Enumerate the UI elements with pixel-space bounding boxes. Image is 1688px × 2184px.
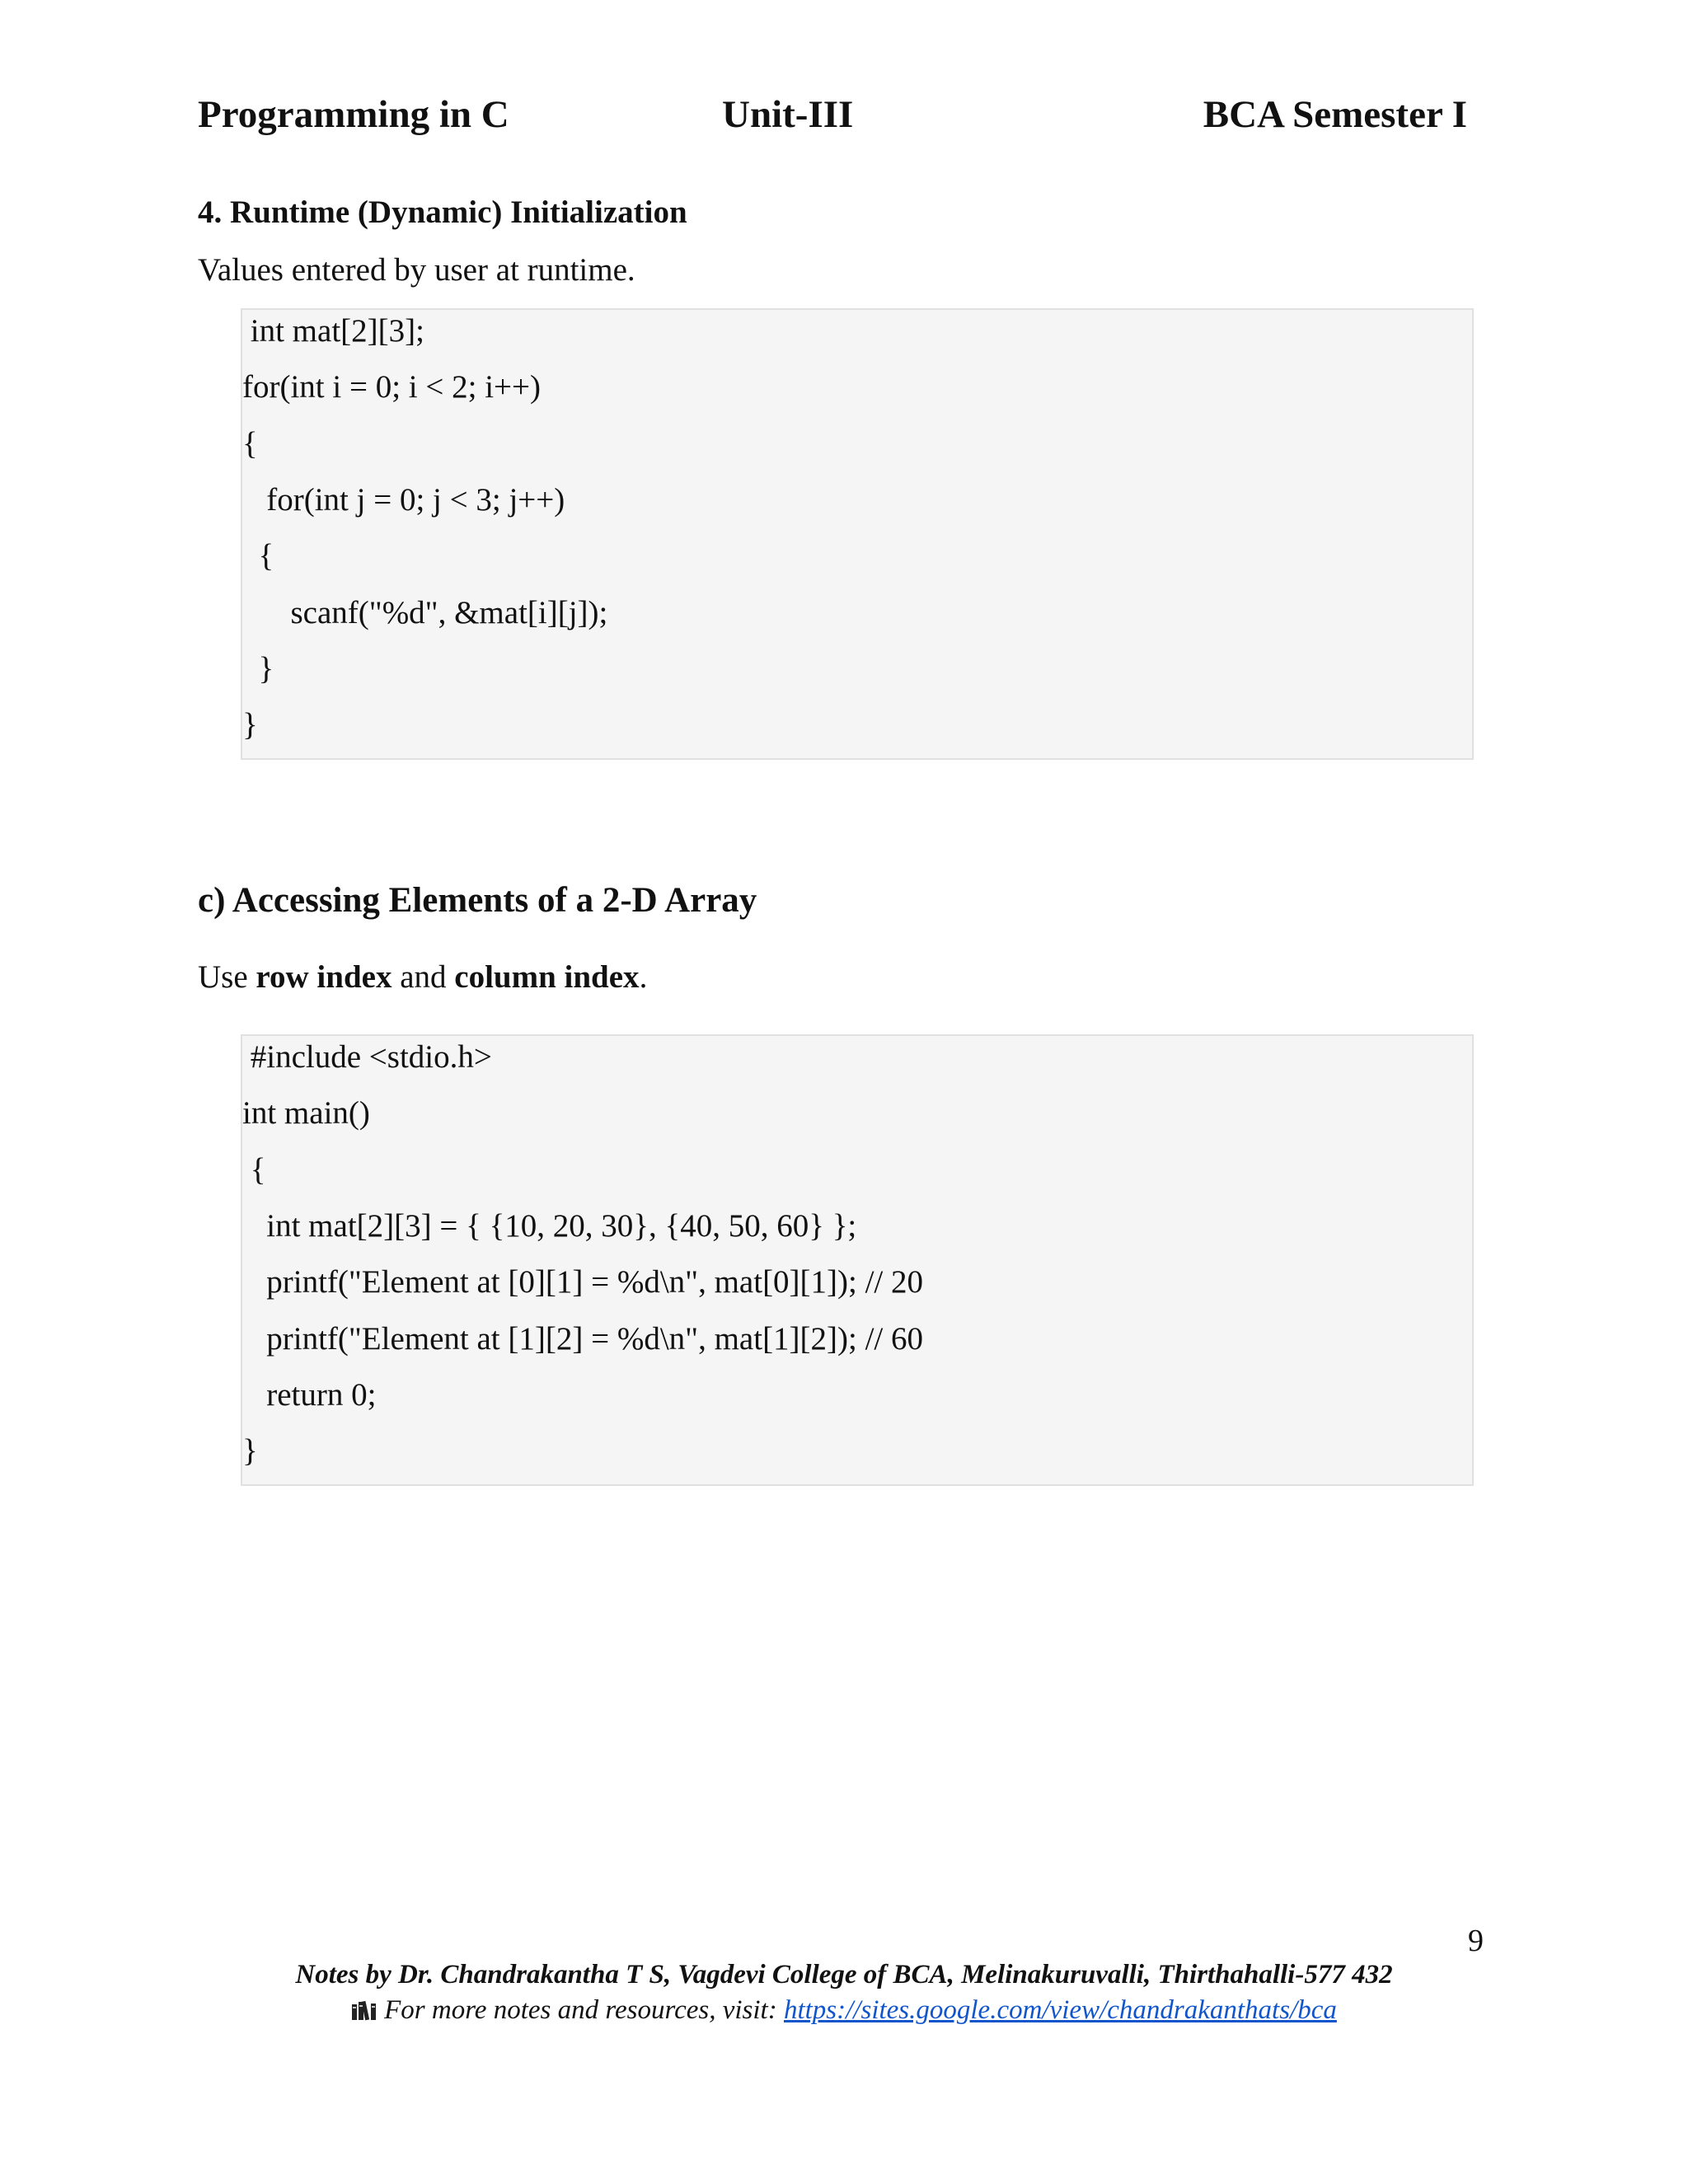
intro-text: . [639, 959, 648, 995]
intro-text: Use [198, 959, 256, 995]
page-header [198, 92, 1467, 150]
footer-resources [0, 1995, 1688, 2026]
code-line: { [242, 538, 274, 574]
intro-column-index: column index [454, 959, 640, 995]
code-line: } [242, 651, 274, 687]
page-number: 9 [1468, 1924, 1484, 1958]
accessing-intro [198, 958, 647, 996]
access-code-block [241, 1034, 1474, 1486]
header-semester: BCA Semester I [1203, 93, 1467, 136]
books-icon [351, 1999, 377, 2021]
header-course-title: Programming in C [198, 93, 509, 136]
code-line: { [242, 1152, 266, 1188]
code-line: } [242, 707, 258, 743]
code-line: for(int i = 0; i < 2; i++) [242, 369, 542, 405]
code-line: #include <stdio.h> [242, 1039, 492, 1075]
code-line: scanf("%d", &mat[i][j]); [242, 595, 608, 630]
runtime-init-description: Values entered by user at runtime. [198, 252, 635, 288]
resources-prefix: For more notes and resources, visit: [384, 1995, 784, 2025]
code-line: { [242, 426, 258, 462]
code-line: int mat[2][3]; [242, 313, 424, 349]
intro-text: and [392, 959, 455, 995]
code-line: for(int j = 0; j < 3; j++) [242, 482, 565, 518]
runtime-code-block [241, 308, 1474, 760]
accessing-elements-title: c) Accessing Elements of a 2-D Array [198, 881, 757, 920]
intro-row-index: row index [256, 959, 392, 995]
runtime-init-heading: 4. Runtime (Dynamic) Initialization [198, 194, 687, 230]
resources-link[interactable]: https://sites.google.com/view/chandrakanthats/bca [783, 1995, 1337, 2025]
code-line: printf("Element at [0][1] = %d\n", mat[0][1]); // 20 [242, 1264, 924, 1300]
code-line: printf("Element at [1][2] = %d\n", mat[1][2]); // 60 [242, 1321, 924, 1357]
footer-credit: Notes by Dr. Chandrakantha T S, Vagdevi College of BCA, Melinakuruvalli, Thirthahalli-577 432 [295, 1960, 1393, 1990]
code-line: return 0; [242, 1377, 377, 1413]
code-line: int mat[2][3] = { {10, 20, 30}, {40, 50, 60} }; [242, 1208, 857, 1244]
code-line: int main() [242, 1095, 370, 1131]
code-line: } [242, 1433, 258, 1469]
header-unit: Unit-III [722, 93, 854, 136]
